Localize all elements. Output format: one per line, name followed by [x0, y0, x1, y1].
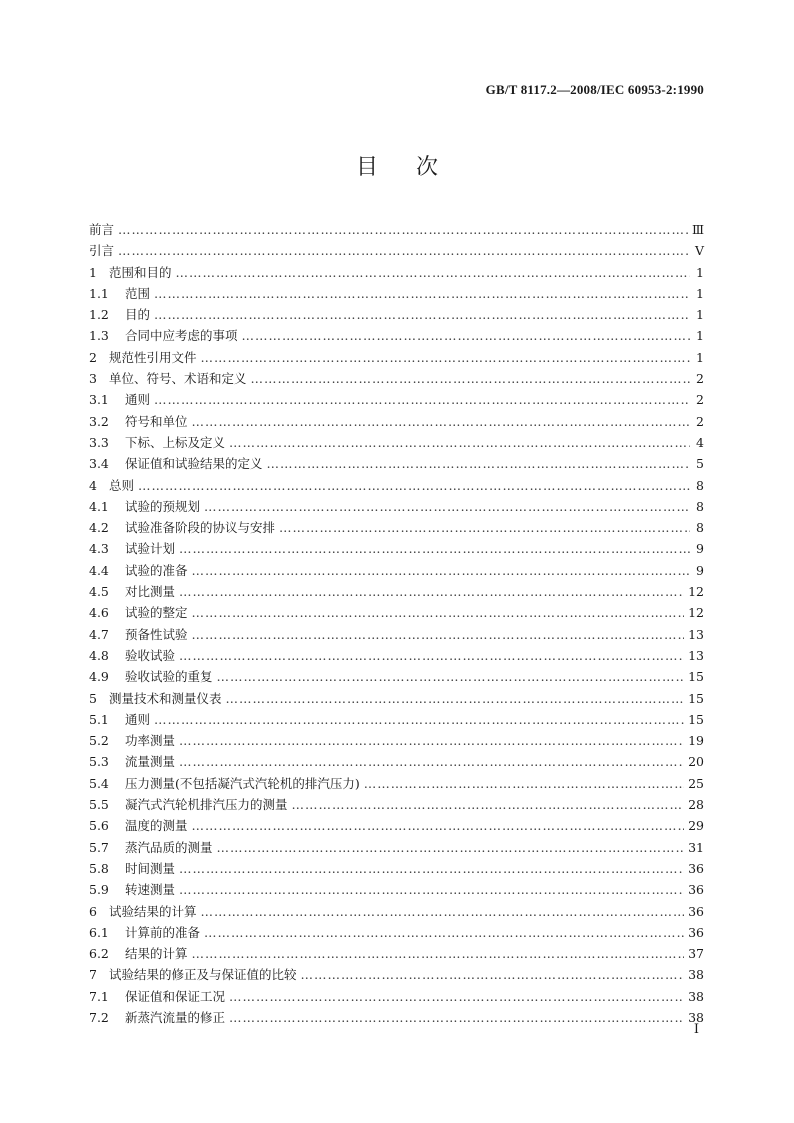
toc-entry[interactable] — [89, 709, 704, 730]
toc-leader-dots — [179, 879, 684, 900]
toc-leader-dots — [204, 496, 690, 517]
toc-entry-page: 36 — [688, 882, 704, 898]
toc-entry[interactable] — [89, 858, 704, 879]
toc-leader-dots — [179, 538, 690, 559]
toc-entry[interactable] — [89, 879, 704, 900]
toc-entry-number: 2 — [89, 349, 97, 365]
toc-entry-number: 4.6 — [89, 605, 109, 621]
toc-entry-page: Ⅲ — [691, 222, 704, 237]
toc-entry-number: 3.3 — [89, 434, 109, 450]
toc-entry-label: 预备性试验 — [125, 626, 188, 642]
toc-leader-dots — [192, 560, 690, 581]
toc-entry-number: 5.5 — [89, 797, 109, 813]
toc-entry-label: 试验计划 — [125, 541, 176, 557]
toc-entry-page: 1 — [696, 285, 704, 301]
toc-entry[interactable] — [89, 432, 704, 453]
toc-entry-label: 凝汽式汽轮机排汽压力的测量 — [125, 797, 288, 813]
toc-entry-page: 2 — [696, 413, 704, 429]
toc-entry-number: 5 — [89, 690, 97, 706]
toc-entry-page: 25 — [688, 775, 704, 791]
toc-entry[interactable] — [89, 283, 704, 304]
toc-entry-number: 6.2 — [89, 946, 109, 962]
toc-leader-dots — [364, 773, 684, 794]
toc-leader-dots — [118, 240, 690, 261]
toc-leader-dots — [154, 283, 690, 304]
toc-entry-page: 38 — [688, 967, 704, 983]
toc-entry-label: 通则 — [125, 711, 151, 727]
toc-entry-number: 6 — [89, 903, 97, 919]
toc-entry[interactable] — [89, 325, 704, 346]
toc-leader-dots — [179, 730, 684, 751]
toc-leader-dots — [192, 815, 685, 836]
toc-entry-label: 符号和单位 — [125, 413, 188, 429]
toc-leader-dots — [154, 304, 690, 325]
toc-entry[interactable] — [89, 773, 704, 794]
toc-leader-dots — [179, 645, 684, 666]
toc-entry-label: 前言 — [89, 222, 115, 237]
toc-entry-page: 15 — [688, 711, 704, 727]
toc-entry-number: 6.1 — [89, 924, 109, 940]
toc-entry[interactable] — [89, 240, 704, 261]
toc-entry[interactable] — [89, 666, 704, 687]
toc-entry-label: 单位、符号、术语和定义 — [109, 371, 247, 387]
toc-entry-page: 37 — [688, 946, 704, 962]
toc-entry-page: 15 — [688, 669, 704, 685]
toc-entry-label: 功率测量 — [125, 733, 176, 749]
toc-entry[interactable] — [89, 411, 704, 432]
toc-leader-dots — [217, 837, 685, 858]
toc-entry-label: 范围 — [125, 285, 151, 301]
toc-entry[interactable] — [89, 581, 704, 602]
toc-entry-label: 流量测量 — [125, 754, 176, 770]
toc-entry-page: 36 — [688, 860, 704, 876]
toc-leader-dots — [154, 389, 690, 410]
toc-entry-number: 5.6 — [89, 818, 109, 834]
toc-entry-label: 结果的计算 — [125, 946, 188, 962]
toc-entry-label: 试验准备阶段的协议与安排 — [125, 520, 276, 536]
standard-number-header: GB/T 8117.2—2008/IEC 60953-2:1990 — [485, 82, 704, 97]
toc-entry-label: 试验结果的修正及与保证值的比较 — [109, 967, 297, 983]
toc-entry-number: 3.4 — [89, 456, 109, 472]
toc-leader-dots — [192, 602, 685, 623]
toc-entry[interactable] — [89, 219, 704, 240]
toc-entry-page: 1 — [696, 264, 704, 280]
toc-entry-label: 验收试验 — [125, 647, 176, 663]
toc-leader-dots — [229, 1007, 684, 1028]
toc-entry-label: 总则 — [109, 477, 135, 493]
toc-entry[interactable] — [89, 538, 704, 559]
toc-entry-label: 试验的准备 — [125, 562, 188, 578]
toc-entry-number: 1.3 — [89, 328, 109, 344]
toc-leader-dots — [201, 347, 690, 368]
toc-entry[interactable] — [89, 560, 704, 581]
toc-entry-page: 29 — [688, 818, 704, 834]
toc-entry-page: 19 — [688, 733, 704, 749]
toc-entry[interactable] — [89, 304, 704, 325]
toc-leader-dots — [201, 901, 685, 922]
toc-entry-label: 对比测量 — [125, 584, 176, 600]
toc-entry-number: 3.1 — [89, 392, 109, 408]
toc-entry-page: 20 — [688, 754, 704, 770]
toc-entry-label: 转速测量 — [125, 882, 176, 898]
toc-entry-number: 3.2 — [89, 413, 109, 429]
toc-entry[interactable] — [89, 986, 704, 1007]
toc-entry-number: 5.2 — [89, 733, 109, 749]
toc-entry[interactable] — [89, 368, 704, 389]
toc-leader-dots — [292, 794, 685, 815]
toc-entry[interactable] — [89, 922, 704, 943]
toc-entry-label: 试验的整定 — [125, 605, 188, 621]
toc-entry-page: 28 — [688, 797, 704, 813]
toc-entry-page: 9 — [696, 562, 704, 578]
toc-entry-page: 15 — [688, 690, 704, 706]
toc-entry-number: 5.7 — [89, 839, 109, 855]
toc-entry-number: 4.3 — [89, 541, 109, 557]
toc-entry[interactable] — [89, 389, 704, 410]
toc-entry-number: 4.1 — [89, 498, 109, 514]
page-number: I — [693, 1022, 699, 1037]
toc-entry-page: 2 — [696, 371, 704, 387]
toc-entry-number: 4.5 — [89, 584, 109, 600]
toc-leader-dots — [226, 688, 685, 709]
toc-entry-number: 4.2 — [89, 520, 109, 536]
toc-leader-dots — [192, 624, 685, 645]
toc-entry-label: 保证值和保证工况 — [125, 988, 226, 1004]
toc-entry-label: 时间测量 — [125, 860, 176, 876]
toc-entry-label: 试验的预规划 — [125, 498, 201, 514]
toc-entry-page: 12 — [688, 605, 704, 621]
toc-entry-page: 38 — [688, 988, 704, 1004]
toc-entry[interactable] — [89, 347, 704, 368]
toc-leader-dots — [204, 922, 684, 943]
toc-entry[interactable] — [89, 517, 704, 538]
toc-entry-label: 下标、上标及定义 — [125, 434, 226, 450]
toc-entry-number: 3 — [89, 371, 97, 387]
toc-entry[interactable] — [89, 837, 704, 858]
toc-entry-page: 2 — [696, 392, 704, 408]
toc-entry-page: 12 — [688, 584, 704, 600]
toc-entry-page: 9 — [696, 541, 704, 557]
toc-entry-page: Ⅴ — [694, 243, 704, 259]
toc-entry-label: 范围和目的 — [109, 264, 172, 280]
toc-entry-page: 31 — [688, 839, 704, 855]
toc-entry-number: 5.8 — [89, 860, 109, 876]
toc-entry-label: 验收试验的重复 — [125, 669, 213, 685]
toc-entry-label: 保证值和试验结果的定义 — [125, 456, 263, 472]
toc-entry-page: 8 — [696, 520, 704, 536]
toc-entry-number: 4 — [89, 477, 97, 493]
toc-entry-label: 合同中应考虑的事项 — [125, 328, 238, 344]
toc-entry[interactable] — [89, 730, 704, 751]
toc-entry[interactable] — [89, 964, 704, 985]
toc-entry-number: 4.8 — [89, 647, 109, 663]
toc-leader-dots — [179, 858, 684, 879]
toc-entry-number: 7 — [89, 967, 97, 983]
toc-entry-label: 引言 — [89, 243, 115, 259]
toc-entry-label: 试验结果的计算 — [109, 903, 197, 919]
toc-entry[interactable] — [89, 624, 704, 645]
toc-entry[interactable] — [89, 475, 704, 496]
toc-entry-number: 4.7 — [89, 626, 109, 642]
toc-entry-page: 13 — [688, 626, 704, 642]
toc-entry-number: 7.1 — [89, 988, 109, 1004]
toc-entry-number: 1 — [89, 264, 97, 280]
toc-leader-dots — [192, 943, 685, 964]
toc-entry-page: 1 — [696, 307, 704, 323]
toc-entry-label: 通则 — [125, 392, 151, 408]
toc-entry-number: 7.2 — [89, 1009, 109, 1025]
toc-entry-page: 8 — [696, 498, 704, 514]
toc-entry[interactable] — [89, 645, 704, 666]
toc-entry-page: 4 — [696, 434, 704, 450]
toc-entry-page: 38 — [688, 1009, 704, 1025]
toc-entry[interactable] — [89, 1007, 704, 1028]
toc-entry-number: 1.1 — [89, 285, 109, 301]
toc-entry-label: 计算前的准备 — [125, 924, 201, 940]
toc-entry-number: 1.2 — [89, 307, 109, 323]
toc-entry-label: 目的 — [125, 307, 151, 323]
toc-entry[interactable] — [89, 794, 704, 815]
toc-entry-number: 5.9 — [89, 882, 109, 898]
toc-leader-dots — [251, 368, 690, 389]
toc-leader-dots — [118, 219, 688, 240]
toc-leader-dots — [229, 432, 690, 453]
toc-entry[interactable] — [89, 602, 704, 623]
toc-entry[interactable] — [89, 815, 704, 836]
toc-leader-dots — [179, 581, 684, 602]
toc-entry-label: 新蒸汽流量的修正 — [125, 1009, 226, 1025]
page-title: 目次 — [355, 155, 476, 180]
toc-leader-dots — [179, 751, 684, 772]
toc-entry-label: 测量技术和测量仪表 — [109, 690, 222, 706]
toc-entry[interactable] — [89, 751, 704, 772]
table-of-contents — [89, 219, 704, 1028]
toc-entry-label: 压力测量(不包括凝汽式汽轮机的排汽压力) — [125, 775, 360, 791]
toc-entry-page: 13 — [688, 647, 704, 663]
toc-entry-page: 1 — [696, 328, 704, 344]
toc-entry-label: 规范性引用文件 — [109, 349, 197, 365]
toc-entry-page: 1 — [696, 349, 704, 365]
toc-entry[interactable] — [89, 262, 704, 283]
toc-leader-dots — [242, 325, 690, 346]
toc-leader-dots — [138, 475, 690, 496]
toc-leader-dots — [192, 411, 690, 432]
toc-entry[interactable] — [89, 943, 704, 964]
toc-entry-page: 36 — [688, 924, 704, 940]
toc-entry-number: 4.9 — [89, 669, 109, 685]
toc-entry-label: 蒸汽品质的测量 — [125, 839, 213, 855]
toc-leader-dots — [176, 262, 690, 283]
toc-entry-number: 5.1 — [89, 711, 109, 727]
toc-leader-dots — [267, 453, 690, 474]
toc-entry-number: 5.3 — [89, 754, 109, 770]
toc-entry[interactable] — [89, 496, 704, 517]
toc-entry[interactable] — [89, 901, 704, 922]
toc-entry-page: 8 — [696, 477, 704, 493]
toc-leader-dots — [229, 986, 684, 1007]
toc-entry-page: 36 — [688, 903, 704, 919]
toc-entry-number: 4.4 — [89, 562, 109, 578]
toc-entry-page: 5 — [696, 456, 704, 472]
toc-entry-number: 5.4 — [89, 775, 109, 791]
toc-entry-label: 温度的测量 — [125, 818, 188, 834]
toc-entry[interactable] — [89, 453, 704, 474]
toc-entry[interactable] — [89, 688, 704, 709]
toc-leader-dots — [301, 964, 685, 985]
toc-leader-dots — [279, 517, 690, 538]
toc-leader-dots — [217, 666, 685, 687]
toc-leader-dots — [154, 709, 684, 730]
